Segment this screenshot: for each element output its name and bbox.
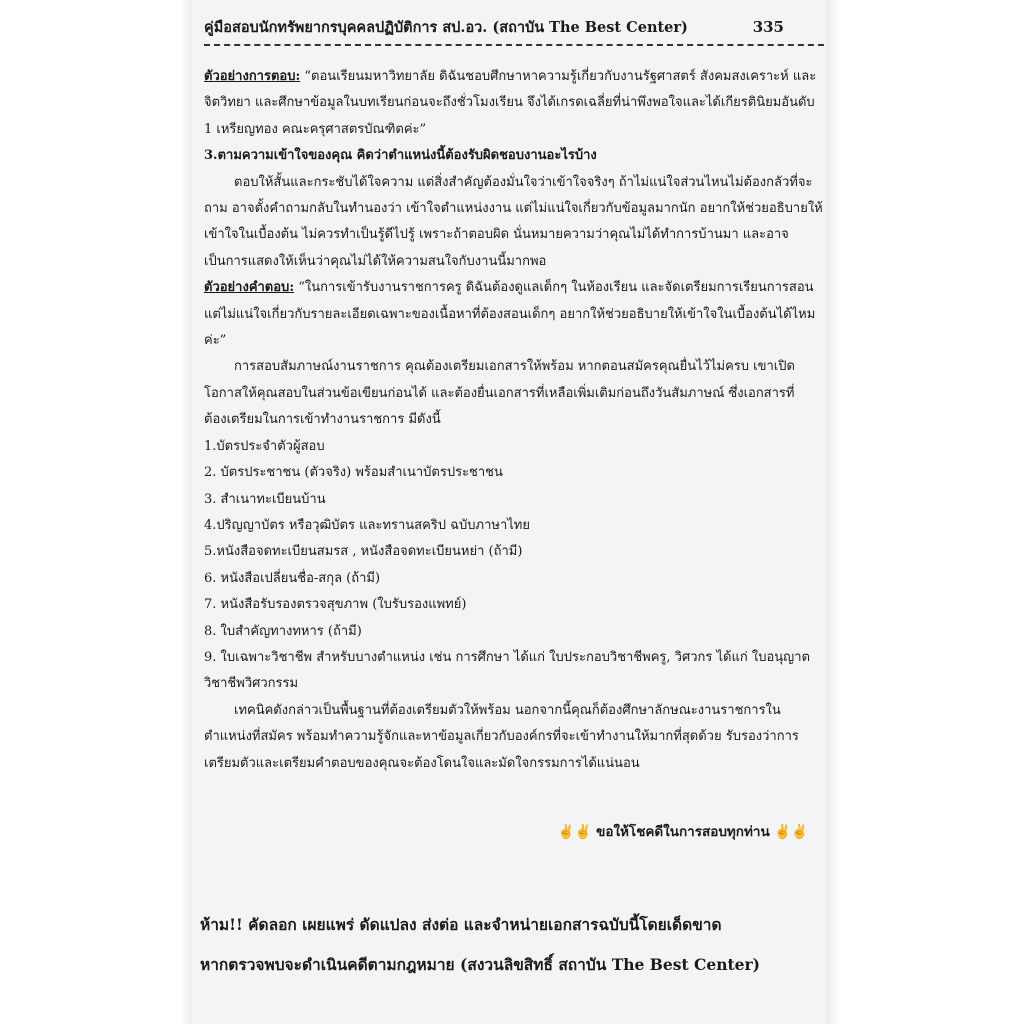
list-item: 1.บัตรประจำตัวผู้สอบ <box>204 438 325 454</box>
list-item: 4.ปริญญาบัตร หรือวุฒิบัตร และทรานสคริป ฉบับภาษาไทย <box>204 517 530 533</box>
victory-hand-icon: ✌✌ <box>774 824 808 840</box>
header-divider <box>204 44 824 46</box>
example-label: ตัวอย่างคำตอบ: <box>204 280 295 296</box>
list-item: 3. สำเนาทะเบียนบ้าน <box>204 491 326 507</box>
copyright-warning <box>200 905 820 985</box>
header-title: คู่มือสอบนักทรัพยากรบุคคลปฏิบัติการ สป.อว. (สถาบัน The Best Center) <box>204 19 688 36</box>
warning-line-1: ห้าม!! คัดลอก เผยแพร่ ดัดแปลง ส่งต่อ และจำหน่ายเอกสารฉบับนี้โดยเด็ดขาด <box>200 915 722 934</box>
example-text: “ในการเข้ารับงานราชการครู ดิฉันต้องดูแลเด็กๆ ในห้องเรียน และจัดเตรียมการเรียนการสอน แต่ไม่แน่ใจเกี่ยวกับรายละเอียดเฉพาะของเนื้อหาที่ต้องสอนเด็กๆ อยากให้ช่วยอธิบายให้เข้าใจในเบื้องต้นได้ไหมค่ะ” <box>204 280 816 349</box>
victory-hand-icon: ✌✌ <box>557 824 592 840</box>
list-item: 9. ใบเฉพาะวิชาชีพ สำหรับบางตำแหน่ง เช่น การศึกษา ได้แก่ ใบประกอบวิชาชีพครู, วิศวกร ได้แก่ ใบอนุญาตวิชาชีพวิศวกรรม <box>204 649 810 692</box>
closing-text: ขอให้โชคดีในการสอบทุกท่าน <box>596 824 770 840</box>
list-item: 2. บัตรประชาชน (ตัวจริง) พร้อมสำเนาบัตรประชาชน <box>204 465 503 481</box>
warning-line-2: หากตรวจพบจะดำเนินคดีตามกฎหมาย (สงวนลิขสิทธิ์ สถาบัน The Best Center) <box>200 955 760 974</box>
example-answer-2 <box>204 275 824 354</box>
documents-intro: การสอบสัมภาษณ์งานราชการ คุณต้องเตรียมเอกสารให้พร้อม หากตอนสมัครคุณยื่นไว้ไม่ครบ เขาเปิดโอกาสให้คุณสอบในส่วนข้อเขียนก่อนได้ และต้องยื่นเอกสารที่เหลือเพิ่มเติมก่อนถึงวันสัมภาษณ์ ซึ่งเอกสารที่ต้องเตรียมในการเข้าทำงานราชการ มีดังนี้ <box>204 359 795 428</box>
page-right-edge <box>826 0 840 1024</box>
list-item: 7. หนังสือรับรองตรวจสุขภาพ (ใบรับรองแพทย์) <box>204 597 467 613</box>
answer-3: ตอบให้สั้นและกระชับได้ใจความ แต่สิ่งสำคัญต้องมั่นใจว่าเข้าใจจริงๆ ถ้าไม่แน่ใจส่วนไหนไม่ต้องกลัวที่จะถาม อาจตั้งคำถามกลับในทำนองว่า เข้าใจตำแหน่งงาน แต่ไม่แน่ใจเกี่ยวกับข้อมูลมากนัก อยากให้ช่วยอธิบายให้เข้าใจในเบื้องต้น ไม่ควรทำเป็นรู้ดีไปรู้ เพราะถ้าตอบผิด นั่นหมายความว่าคุณไม่ได้ทำการบ้านมา และอาจเป็นการแสดงให้เห็นว่าคุณไม่ได้ให้ความสนใจกับงานนี้มากพอ <box>204 174 823 269</box>
page-number: 335 <box>752 18 784 36</box>
page-content <box>204 64 824 777</box>
closing-line <box>204 820 808 842</box>
list-item: 8. ใบสำคัญทางทหาร (ถ้ามี) <box>204 623 362 639</box>
example-text: “ตอนเรียนมหาวิทยาลัย ดิฉันชอบศึกษาหาความรู้เกี่ยวกับงานรัฐศาสตร์ สังคมสงเคราะห์ และจิตวิทยา และศึกษาข้อมูลในบทเรียนก่อนจะถึงชั่วโมงเรียน จึงได้เกรดเฉลี่ยที่น่าพึงพอใจและได้เกียรตินิยมอันดับ 1 เหรียญทอง คณะครุศาสตรบัณฑิตค่ะ” <box>204 69 817 137</box>
example-label: ตัวอย่างการตอบ: <box>204 69 301 84</box>
documents-list <box>204 434 824 698</box>
conclusion-paragraph: เทคนิคดังกล่าวเป็นพื้นฐานที่ต้องเตรียมตัวให้พร้อม นอกจากนี้คุณก็ต้องศึกษาลักษณะงานราชการในตำแหน่งที่สมัคร พร้อมทำความรู้จักและหาข้อมูลเกี่ยวกับองค์กรที่จะเข้าทำงานให้มากที่สุดด้วย รับรองว่าการเตรียมตัวและเตรียมคำตอบของคุณจะต้องโดนใจและมัดใจกรรมการได้แน่นอน <box>204 702 799 771</box>
example-answer-1 <box>204 64 824 143</box>
list-item: 6. หนังสือเปลี่ยนชื่อ-สกุล (ถ้ามี) <box>204 570 381 586</box>
question-3: 3.ตามความเข้าใจของคุณ คิดว่าตำแหน่งนี้ต้องรับผิดชอบงานอะไรบ้าง <box>204 148 597 164</box>
list-item: 5.หนังสือจดทะเบียนสมรส , หนังสือจดทะเบียนหย่า (ถ้ามี) <box>204 544 523 560</box>
page-header <box>204 16 790 39</box>
